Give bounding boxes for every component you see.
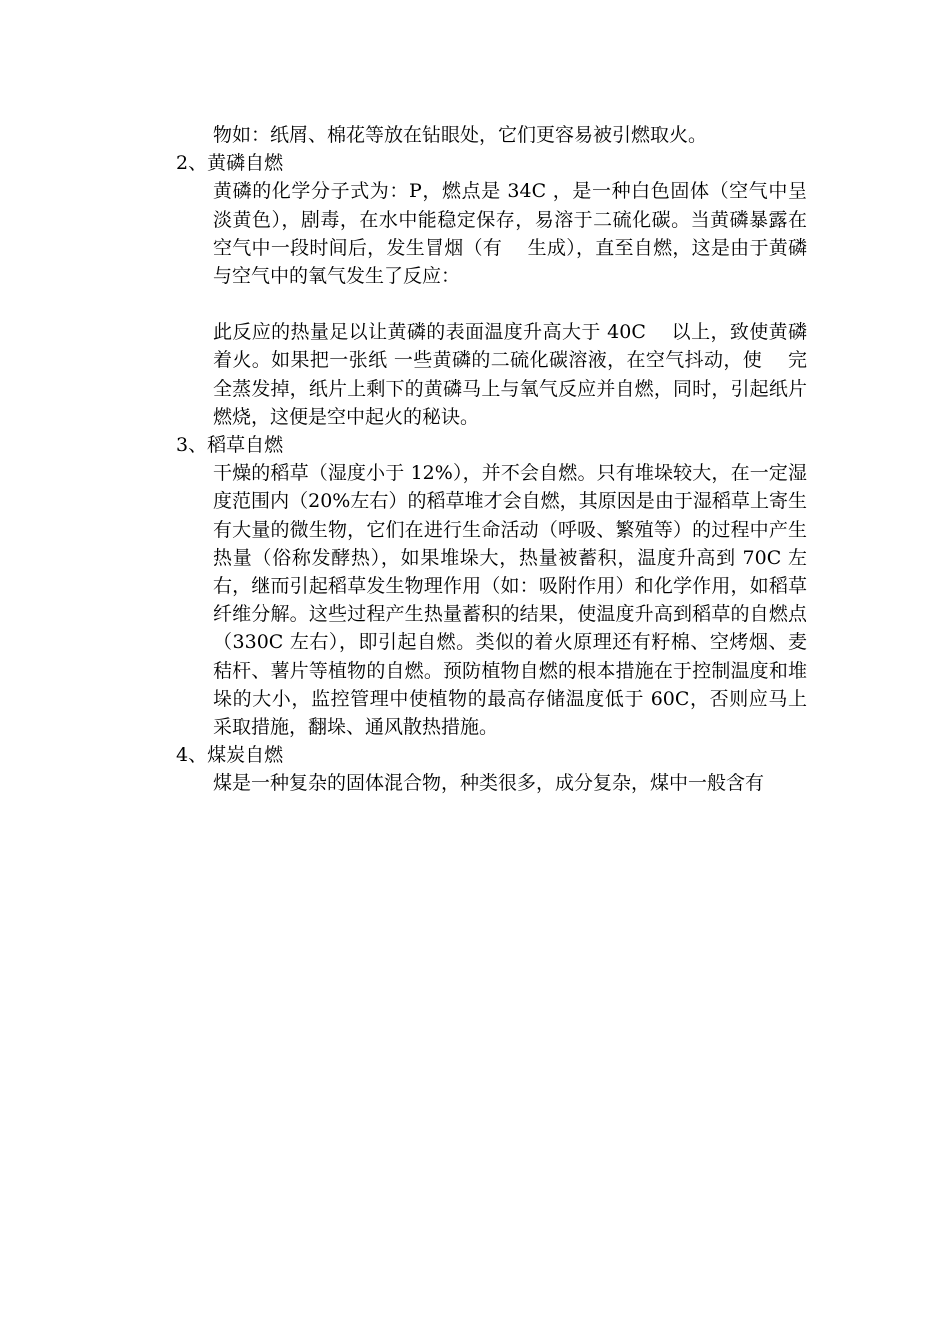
paragraph-straw-description: 干燥的稻草（湿度小于 12%），并不会自燃。只有堆垛较大，在一定湿度范围内（20%左右）的稻草堆才会自燃，其原因是由于湿稻草上寄生有大量的微生物，它们在进行生命活动（呼吸、繁殖等）的过程中产生热量（俗称发酵热），如果堆垛大，热量被蓄积，温度升高到 70C 左右，继而引起稻草发生物理作用（如：吸附作用）和化学作用，如稻草纤维分解。这些过程产生热量蓄积的结果，使温度升高到稻草的自燃点（330C 左右），即引起自燃。类似的着火原理还有籽棉、空烤烟、麦秸杆、薯片等植物的自燃。预防植物自燃的根本措施在于控制温度和堆垛的大小，监控管理中使植物的最高存储温度低于 60C，否则应马上采取措施，翻垛、通风散热措施。 bbox=[213, 462, 807, 739]
paragraph-intro-continuation: 物如：纸屑、棉花等放在钻眼处，它们更容易被引燃取火。 bbox=[213, 124, 708, 146]
missing-equation-space bbox=[213, 290, 807, 318]
paragraph-coal-description: 煤是一种复杂的固体混合物，种类很多，成分复杂，煤中一般含有 bbox=[213, 772, 765, 795]
document-body bbox=[176, 121, 807, 798]
paragraph-phosphorus-description: 黄磷的化学分子式为：P，燃点是 34C ，是一种白色固体（空气中呈淡黄色），剧毒，在水中能稳定保存，易溶于二硫化碳。当黄磷暴露在空气中一段时间后，发生冒烟（有 生成），直至自燃，这是由于黄磷与空气中的氧气发生了反应： bbox=[213, 180, 807, 288]
section-heading-coal: 4、煤炭自燃 bbox=[176, 744, 284, 767]
section-heading-straw: 3、稻草自燃 bbox=[176, 434, 284, 457]
section-heading-yellow-phosphorus: 2、黄磷自燃 bbox=[176, 152, 284, 175]
paragraph-phosphorus-reaction: 此反应的热量足以让黄磷的表面温度升高大于 40C 以上，致使黄磷着火。如果把一张纸 一些黄磷的二硫化碳溶液，在空气抖动，使 完全蒸发掉，纸片上剩下的黄磷马上与氧气反应并自燃，同时，引起纸片燃烧，这便是空中起火的秘诀。 bbox=[213, 321, 807, 428]
